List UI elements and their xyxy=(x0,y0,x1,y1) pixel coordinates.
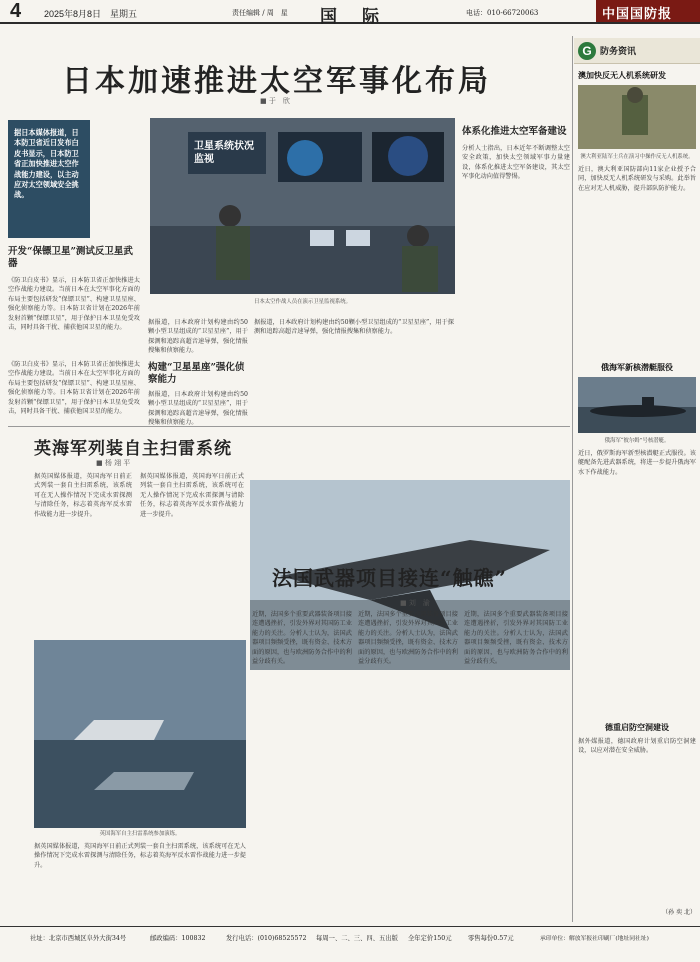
responsible-editor: 责任编辑 / 周 星 xyxy=(232,9,288,17)
left-column xyxy=(8,246,140,376)
section-divider xyxy=(8,426,570,427)
sidebar-item-1-title: 澳加快反无人机系统研发 xyxy=(578,70,666,80)
sidebar-divider xyxy=(572,36,573,922)
submarine-photo xyxy=(578,377,696,433)
footer-hotline: 发行电话：(010)68525572 xyxy=(226,935,307,942)
body-text-2: 据报道，日本政府计划构建由约50颗小型卫星组成的“卫星星座”，用于探测和追踪高超音速导弹，强化情报搜集和侦察能力。 xyxy=(148,391,248,427)
france-article-byline: ■ 刘 渝 xyxy=(400,599,430,607)
sidebar-item-1 xyxy=(578,70,696,319)
page-header xyxy=(0,0,700,27)
news-g-icon: G xyxy=(578,42,596,60)
main-photo-caption: 日本太空作战人员在演示卫星监视系统。 xyxy=(253,299,352,305)
footer-postcode: 邮政编码：100832 xyxy=(150,935,206,942)
subheading-1: 开发“保镖卫星”测试反卫星武器 xyxy=(8,246,133,269)
footer-annual-price: 全年定价150元 xyxy=(408,935,452,942)
sidebar-title: 防务资讯 xyxy=(600,47,637,57)
newspaper-logo: 中国国防报 xyxy=(596,0,700,22)
uk-body-col-3: 据英国媒体报道，英国海军日前正式列装一套自主扫雷系统，该系统可在无人操作情况下完成水雷探测与清除任务，标志着英海军反水雷作战能力进一步提升。 xyxy=(34,843,246,869)
uk-article-title: 英海军列装自主扫雷系统 xyxy=(34,439,232,459)
page-footer xyxy=(0,926,700,962)
section-title: 国 际 xyxy=(320,7,383,27)
sidebar-author: （孙 奕 北） xyxy=(662,909,696,916)
france-body-col-1: 近期，法国多个重要武器装备项目接连遭遇挫折，引发外界对其国防工业能力的关注。分析人士认为，法国武器项目频频受挫，既有资金、技术方面的原因，也与欧洲防务合作中的利益分歧有关。 xyxy=(252,611,352,666)
headline: 日本加速推进太空军事化布局 xyxy=(62,64,491,99)
contact-phone: 电话：010-66720063 xyxy=(466,9,539,17)
uk-photo-caption: 英国海军自主扫雷系统参加演练。 xyxy=(99,831,181,837)
sidebar-item-1-caption: 澳大利亚陆军士兵在演习中操作反无人机系统。 xyxy=(580,154,694,160)
footer-publish-days: 每周一、二、三、四、五出版 xyxy=(316,935,398,942)
sidebar-item-2 xyxy=(578,362,696,659)
body-text-1b: 《防卫白皮书》显示，日本防卫省正加快推进太空作战能力建设。当前日本在太空军事化方面的布局主要包括研发“保镖卫星”、构建卫星星座、强化侦察能力等。日本防卫省计划在2026年前发射首颗“保镖卫星”，用于保护日本卫星免受攻击，同时具备干扰、捕获他国卫星的能力。 xyxy=(8,361,140,416)
footer-printer: 承印单位：解放军报社印刷厂(地址同社址) xyxy=(540,936,649,942)
subheading-3: 体系化推进太空军备建设 xyxy=(462,126,567,137)
footer-address: 社址：北京市西城区阜外大街34号 xyxy=(30,935,127,942)
sidebar-item-1-text: 近日，澳大利亚国防部向11家企业授予合同，加快反无人机系统研发与采购。此举旨在应对无人机威胁，提升部队防护能力。 xyxy=(578,166,696,192)
col-4 xyxy=(462,126,570,430)
sidebar-item-3-text: 据外媒报道，德国政府计划重启防空洞建设，以应对潜在安全威胁。 xyxy=(578,738,696,755)
sidebar-item-3 xyxy=(578,722,696,916)
body-text-2b: 据报道，日本政府计划构建由约50颗小型卫星组成的“卫星星座”，用于探测和追踪高超音速导弹，强化情报搜集和侦察能力。 xyxy=(254,319,454,336)
subheading-2: 构建“卫星星座”强化侦察能力 xyxy=(148,362,245,385)
uk-article-byline: ■ 杨 翊 平 xyxy=(96,459,131,467)
sidebar-item-2-caption: 俄海军“彼尔姆”号核潜艇。 xyxy=(604,438,670,444)
france-article-title: 法国武器项目接连“触礁” xyxy=(272,566,508,590)
france-body-col-2: 近期，法国多个重要武器装备项目接连遭遇挫折，引发外界对其国防工业能力的关注。分析人士认为，法国武器项目频频受挫，既有资金、技术方面的原因，也与欧洲防务合作中的利益分歧有关。 xyxy=(358,611,458,666)
france-body-col-3: 近期，法国多个重要武器装备项目接连遭遇挫折，引发外界对其国防工业能力的关注。分析人士认为，法国武器项目频频受挫，既有资金、技术方面的原因，也与欧洲防务合作中的利益分歧有关。 xyxy=(464,611,568,666)
sidebar-header xyxy=(574,38,700,64)
left-column-2 xyxy=(8,360,140,424)
headline-byline: ■ 于 欣 xyxy=(260,97,290,105)
body-text-2a: 据报道，日本政府计划构建由约50颗小型卫星组成的“卫星星座”，用于探测和追踪高超音速导弹，强化情报搜集和侦察能力。 xyxy=(148,319,248,355)
body-text-3: 分析人士指出，日本近年不断调整太空安全政策，加快太空领域军事力量建设，体系化推进太空军备建设，其太空军事化动向值得警惕。 xyxy=(462,145,570,181)
sidebar-item-2-title: 俄海军新核潜艇服役 xyxy=(601,362,673,372)
sidebar-item-2-text: 近日，俄罗斯海军新型核潜艇正式服役。该艇配备先进武器系统，将进一步提升俄海军水下作战能力。 xyxy=(578,450,696,476)
main-photo xyxy=(150,118,455,294)
uk-body-col-1: 据英国媒体报道，英国海军日前正式列装一套自主扫雷系统，该系统可在无人操作情况下完成水雷探测与清除任务，标志着英海军反水雷作战能力进一步提升。 xyxy=(34,473,132,518)
lead-summary-box: 据日本媒体报道，日本防卫省近日发布白皮书显示，日本防卫省正加快推进太空作战能力建设，以主动应对太空领域安全挑战。 xyxy=(8,120,90,238)
col-3 xyxy=(254,318,454,426)
soldier-photo xyxy=(578,85,696,149)
uk-body-col-2: 据英国媒体报道，英国海军日前正式列装一套自主扫雷系统，该系统可在无人操作情况下完成水雷探测与清除任务，标志着英海军反水雷作战能力进一步提升。 xyxy=(140,473,244,518)
page-number: 4 xyxy=(10,0,22,22)
minesweeper-photo xyxy=(34,640,246,828)
footer-single-price: 零售每份0.57元 xyxy=(468,935,514,942)
uk-photo xyxy=(34,640,246,828)
body-text-1: 《防卫白皮书》显示，日本防卫省正加快推进太空作战能力建设。当前日本在太空军事化方面的布局主要包括研发“保镖卫星”、构建卫星星座、强化侦察能力等。日本防卫省计划在2026年前发射首颗“保镖卫星”，用于保护日本卫星免受攻击，同时具备干扰、捕获他国卫星的能力。 xyxy=(8,277,140,332)
sidebar-item-3-title: 德重启防空洞建设 xyxy=(605,722,669,732)
issue-date: 2025年8月8日 星期五 xyxy=(44,9,138,19)
col-2 xyxy=(148,318,248,440)
photo-screen-label: 卫星系统状况 监视 xyxy=(194,141,254,165)
